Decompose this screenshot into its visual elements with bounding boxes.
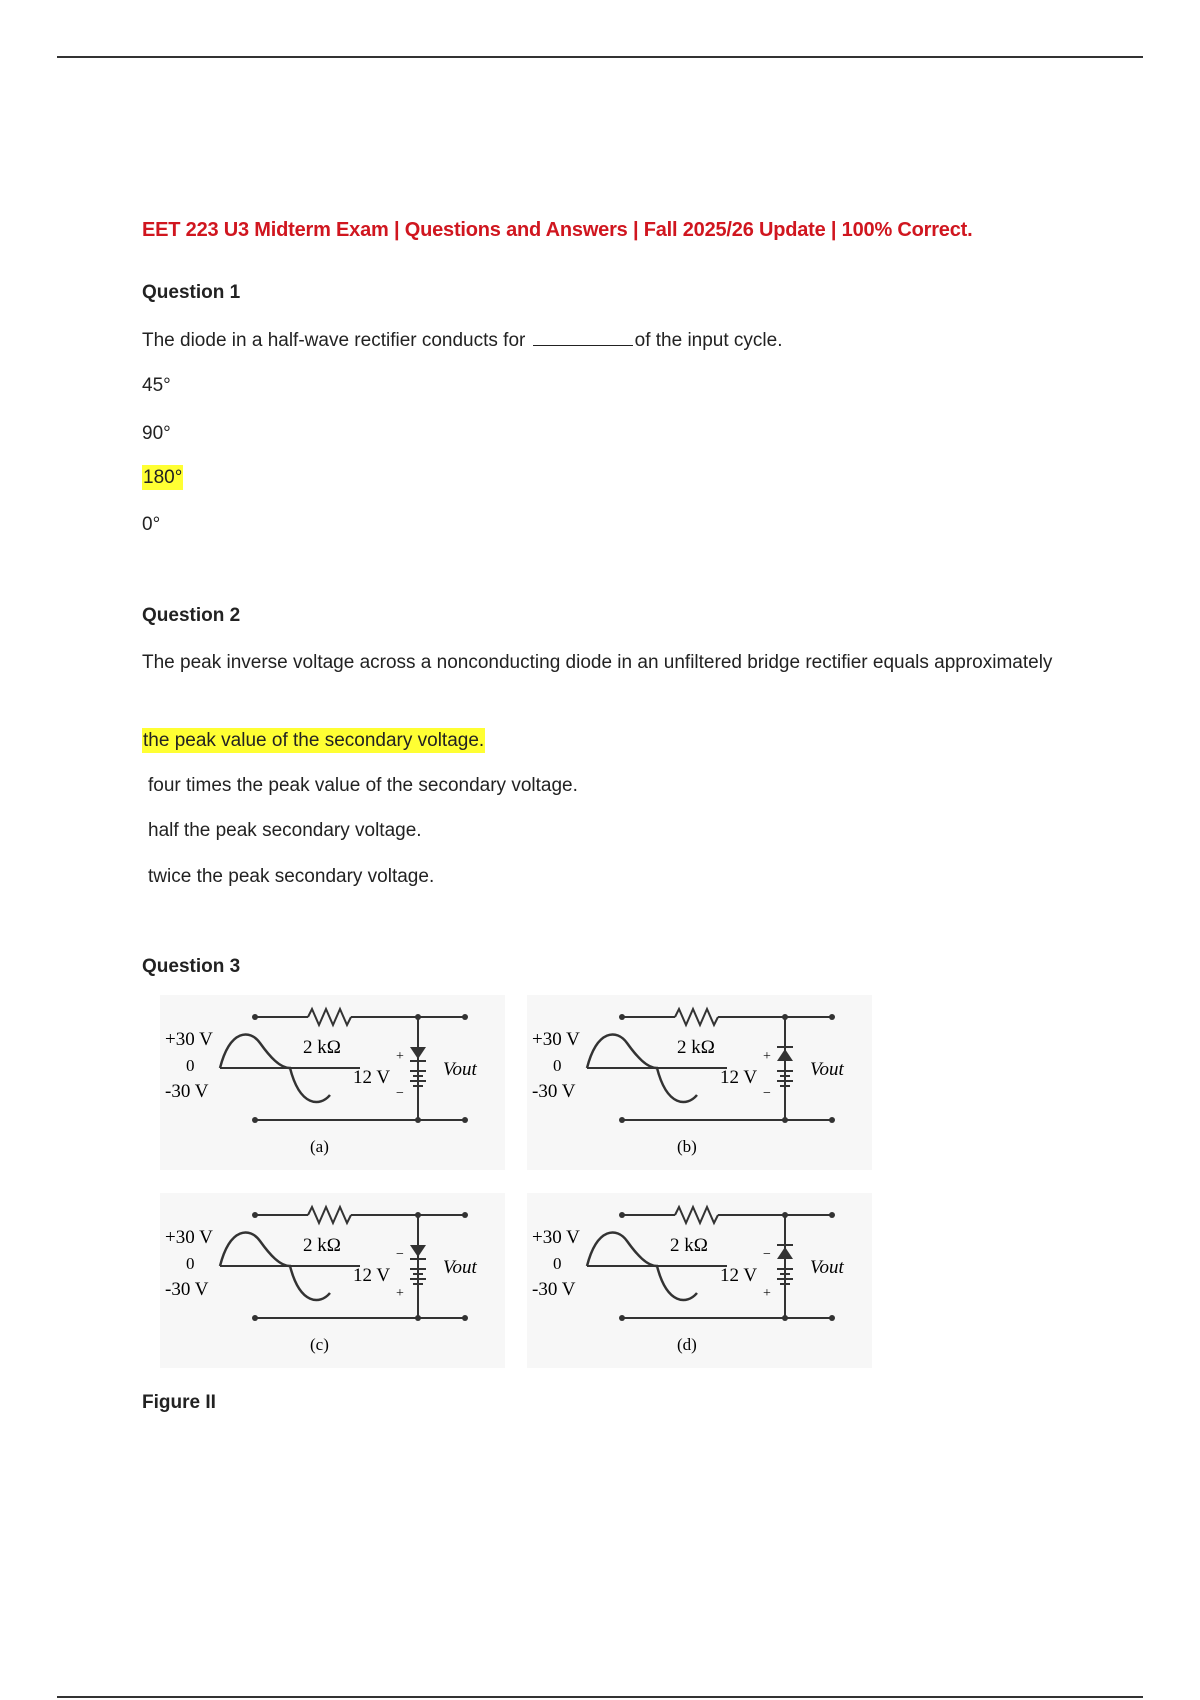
circuit-a-vout: Vout xyxy=(443,1059,477,1080)
circuit-a-diagram xyxy=(160,995,505,1170)
circuit-d-vneg: -30 V xyxy=(532,1279,576,1300)
circuit-b xyxy=(527,995,872,1170)
q1-option-4: 0° xyxy=(142,514,161,535)
question-1-heading: Question 1 xyxy=(142,282,241,303)
header-rule xyxy=(57,56,1143,58)
circuit-c-plus: + xyxy=(396,1286,404,1301)
circuit-a-battery: 12 V xyxy=(353,1067,391,1088)
answer-blank xyxy=(533,331,633,346)
circuit-d-resistor: 2 kΩ xyxy=(670,1235,708,1256)
circuit-d-label: (d) xyxy=(677,1335,697,1354)
q1-option-2: 90° xyxy=(142,423,171,444)
circuit-a-minus: − xyxy=(396,1086,404,1101)
question-3-heading: Question 3 xyxy=(142,956,241,977)
circuit-d-vout: Vout xyxy=(810,1257,844,1278)
circuit-a-label: (a) xyxy=(310,1137,329,1156)
circuit-c-vzero: 0 xyxy=(186,1254,195,1273)
circuit-b-vout: Vout xyxy=(810,1059,844,1080)
circuit-b-battery: 12 V xyxy=(720,1067,758,1088)
figure-caption: Figure II xyxy=(142,1392,216,1413)
circuit-b-resistor: 2 kΩ xyxy=(677,1037,715,1058)
circuit-d-vzero: 0 xyxy=(553,1254,562,1273)
circuit-a-plus: + xyxy=(396,1049,404,1064)
circuit-b-diagram xyxy=(527,995,872,1170)
circuit-a-resistor: 2 kΩ xyxy=(303,1037,341,1058)
circuit-a-vzero: 0 xyxy=(186,1056,195,1075)
circuit-c-minus: − xyxy=(396,1247,404,1262)
q2-option-4: twice the peak secondary voltage. xyxy=(148,866,435,887)
q2-option-1-correct xyxy=(142,730,485,752)
circuit-c-battery: 12 V xyxy=(353,1265,391,1286)
q1-option-3-correct xyxy=(142,467,183,489)
circuit-c-label: (c) xyxy=(310,1335,329,1354)
question-2-text: The peak inverse voltage across a nonconducting diode in an unfiltered bridge rectifier equals approximately xyxy=(142,652,1053,673)
circuit-a-vpos: +30 V xyxy=(165,1029,213,1050)
question-1-text-end: of the input cycle. xyxy=(634,330,783,351)
question-2-heading: Question 2 xyxy=(142,605,241,626)
circuit-a-vneg: -30 V xyxy=(165,1081,209,1102)
circuit-c-diagram xyxy=(160,1193,505,1368)
circuit-b-minus: − xyxy=(763,1086,771,1101)
footer-rule xyxy=(57,1696,1143,1698)
circuit-b-vzero: 0 xyxy=(553,1056,562,1075)
circuit-c-resistor: 2 kΩ xyxy=(303,1235,341,1256)
circuit-d xyxy=(527,1193,872,1368)
circuit-d-minus: − xyxy=(763,1247,771,1262)
q2-option-3: half the peak secondary voltage. xyxy=(148,820,422,841)
circuit-c-vpos: +30 V xyxy=(165,1227,213,1248)
circuit-b-label: (b) xyxy=(677,1137,697,1156)
circuit-b-plus: + xyxy=(763,1049,771,1064)
question-1-text xyxy=(142,325,783,356)
circuit-c xyxy=(160,1193,505,1368)
q2-correct-highlight: the peak value of the secondary voltage. xyxy=(143,730,485,751)
q1-correct-highlight: 180° xyxy=(143,467,183,488)
document-title: EET 223 U3 Midterm Exam | Questions and Answers | Fall 2025/26 Update | 100% Correct. xyxy=(142,219,973,241)
question-1-text-start: The diode in a half-wave rectifier conducts for xyxy=(142,330,531,351)
circuit-b-vpos: +30 V xyxy=(532,1029,580,1050)
circuit-b-vneg: -30 V xyxy=(532,1081,576,1102)
q2-option-2: four times the peak value of the secondary voltage. xyxy=(148,775,578,796)
circuit-c-vout: Vout xyxy=(443,1257,477,1278)
circuit-c-vneg: -30 V xyxy=(165,1279,209,1300)
circuit-d-plus: + xyxy=(763,1286,771,1301)
circuit-d-diagram xyxy=(527,1193,872,1368)
circuit-d-vpos: +30 V xyxy=(532,1227,580,1248)
circuit-d-battery: 12 V xyxy=(720,1265,758,1286)
q1-option-1: 45° xyxy=(142,375,171,396)
circuit-a xyxy=(160,995,505,1170)
